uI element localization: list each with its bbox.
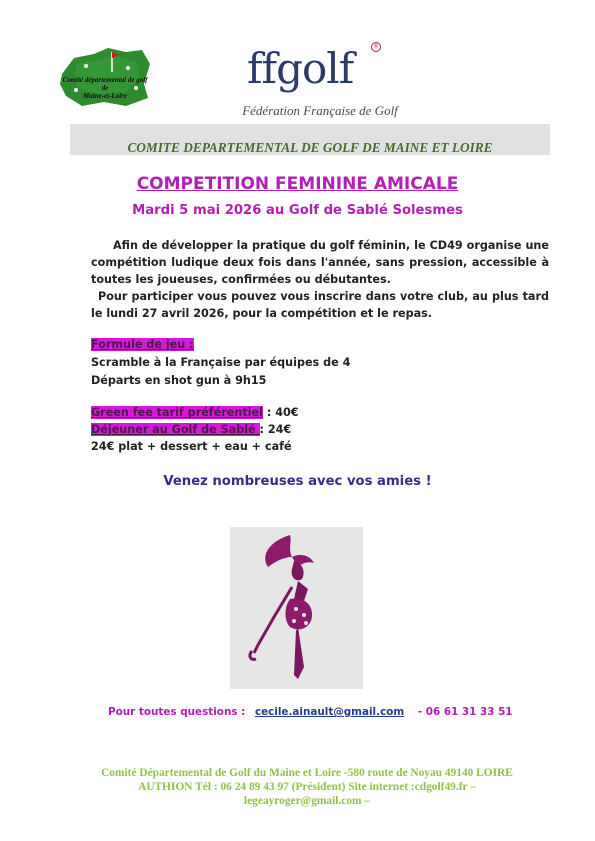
formule-heading (91, 338, 194, 351)
intro-paragraph: Afin de développer la pratique du golf féminin, le CD49 organise une compétition ludique deux fois dans l'année, sans pression, accessible à toutes les joueuses, confirmées ou débutantes. (91, 239, 549, 286)
invitation-text: Venez nombreuses avec vos amies ! (163, 474, 432, 489)
formule-line-2: Départs en shot gun à 9h15 (91, 374, 267, 387)
dejeuner-label: Déjeuner au Golf de Sablé (91, 423, 260, 436)
golfer-illustration (230, 527, 363, 689)
formule-line-1: Scramble à la Française par équipes de 4 (91, 356, 351, 369)
committee-logo-line2: de (101, 84, 109, 92)
ffgolf-logo (230, 40, 410, 120)
event-date-location: Mardi 5 mai 2026 au Golf de Sablé Solesmes (132, 203, 463, 218)
contact-email-link[interactable]: cecile.ainault@gmail.com (254, 706, 405, 718)
dejeuner-row (91, 423, 291, 436)
committee-logo-line3: Maine-et-Loire (83, 92, 127, 100)
greenfee-value: : 40€ (262, 406, 299, 419)
registration-paragraph: Pour participer vous pouvez vous inscrire dans votre club, au plus tard le lundi 27 avril 2026, pour la compétition et le repas. (91, 290, 549, 320)
committee-band-text: COMITE DEPARTEMENTAL DE GOLF DE MAINE ET LOIRE (127, 140, 493, 155)
ffgolf-wordmark: ffgolf (247, 44, 354, 93)
committee-logo-line1: Comité départemental de golf (62, 76, 148, 84)
greenfee-label: Green fee tarif préférentiel (91, 406, 263, 419)
contact-label: Pour toutes questions : (108, 706, 246, 718)
committee-logo (56, 44, 154, 110)
dejeuner-value: : 24€ (259, 423, 292, 436)
committee-band (70, 124, 550, 155)
registered-mark: ® (373, 43, 379, 50)
greenfee-row (91, 406, 299, 419)
footer-line-2: AUTHION Tél : 06 24 89 43 97 (Président) Site internet :cdgolf49.fr – (138, 781, 476, 793)
footer-line-1: Comité Départemental de Golf du Maine et Loire -580 route de Noyau 49140 LOIRE (101, 767, 513, 779)
contact-phone: - 06 61 31 33 51 (417, 706, 513, 718)
ffgolf-subtitle: Fédération Française de Golf (242, 103, 398, 118)
page-title: COMPETITION FEMININE AMICALE (136, 174, 459, 194)
formule-label: Formule de jeu : (91, 338, 194, 351)
contact-line (108, 706, 513, 718)
footer-address (80, 766, 534, 808)
footer-line-3: legeayroger@gmail.com – (243, 795, 371, 807)
menu-line: 24€ plat + dessert + eau + café (91, 440, 292, 453)
